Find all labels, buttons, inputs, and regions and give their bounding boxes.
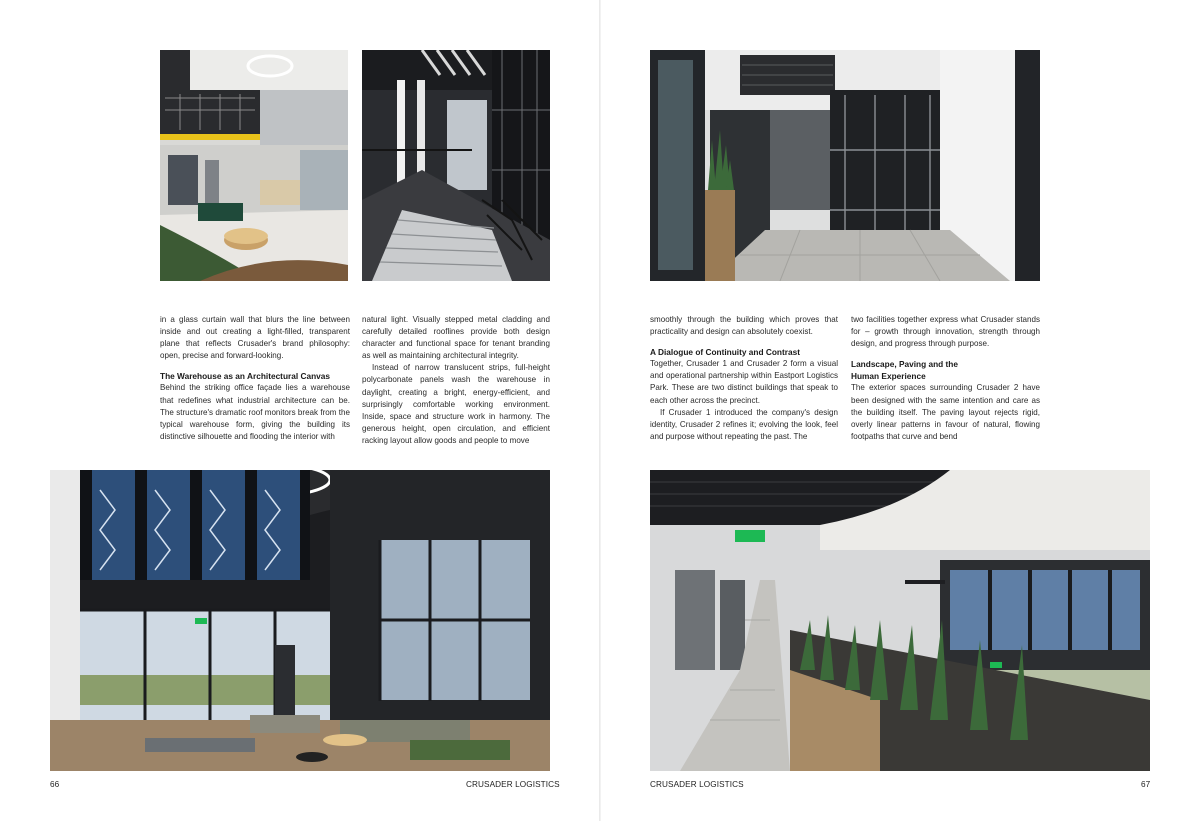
left-page-column-2 — [362, 314, 550, 447]
staircase-photo — [362, 50, 550, 281]
atrium-reception-photo — [160, 50, 348, 281]
body-paragraph: The exterior spaces surrounding Crusader 2 have been designed with the same intention and care as the building itself. The paving layout rejects rigid, overly linear patterns in favour of natural, flowing footpaths that curve and bend — [851, 383, 1040, 441]
page-number-right: 67 — [1141, 780, 1151, 789]
right-page-column-1 — [650, 314, 838, 443]
page-gutter — [599, 0, 601, 821]
body-paragraph: Together, Crusader 1 and Crusader 2 form a visual and operational partnership within Eastport Logistics Park. These are two distinct buildings that speak to each other across the precinct. — [650, 359, 838, 405]
corridor-planters-photo — [650, 470, 1150, 771]
running-title-left: CRUSADER LOGISTICS — [466, 780, 560, 789]
body-paragraph: Behind the striking office façade lies a warehouse that redefines what industrial architecture can be. The structure's dramatic roof monitors break from the typical warehouse form, giving the building its distinctive silhouette and flooding the interior with — [160, 383, 350, 441]
right-page-column-2 — [851, 314, 1040, 443]
page-number-left: 66 — [50, 780, 60, 789]
section-heading: A Dialogue of Continuity and Contrast — [650, 347, 800, 358]
body-paragraph: If Crusader 1 introduced the company's design identity, Crusader 2 refines it; evolving the look, feel and purpose without repeating the past. The — [650, 407, 838, 441]
body-paragraph: two facilities together express what Crusader stands for – growth through innovation, strength through design, and progress through purpose. — [851, 315, 1040, 349]
section-heading: Landscape, Paving and the Human Experience — [851, 359, 958, 382]
body-paragraph: in a glass curtain wall that blurs the line between inside and out creating a light-filled, transparent plane that reflects Crusader's brand philosophy: open, precise and forward-looking. — [160, 315, 350, 361]
corridor-lift-photo — [650, 50, 1040, 281]
body-paragraph: Instead of narrow translucent strips, full-height polycarbonate panels wash the warehouse in daylight, creating a bright, energy-efficient, and surprisingly comfortable working environment. Inside, space and structure work in harmony. The generous height, open circulation, and efficient racking layout allow goods and people to move — [362, 363, 550, 445]
left-page-column-1 — [160, 314, 350, 443]
section-heading: The Warehouse as an Architectural Canvas — [160, 371, 330, 382]
body-paragraph: natural light. Visually stepped metal cladding and carefully detailed rooflines provide both design character and functional space for tenant branding as well as maintaining architectural integrity. — [362, 315, 550, 361]
body-paragraph: smoothly through the building which proves that practicality and design can absolutely coexist. — [650, 315, 838, 337]
lobby-glass-wall-photo — [50, 470, 550, 771]
running-title-right: CRUSADER LOGISTICS — [650, 780, 744, 789]
